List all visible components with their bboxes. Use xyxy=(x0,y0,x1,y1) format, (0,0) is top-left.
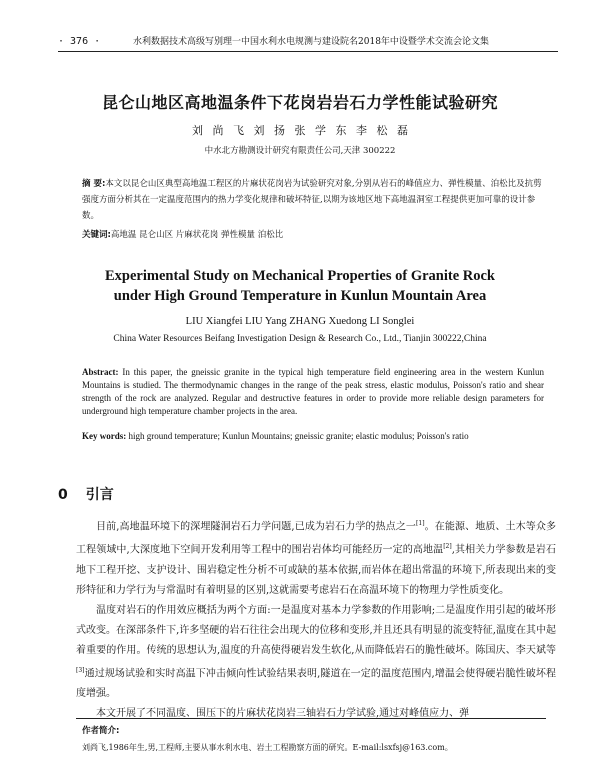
paragraph-3: 本文开展了不同温度、围压下的片麻状花岗岩三轴岩石力学试验,通过对峰值应力、弹 xyxy=(96,707,470,719)
footnote-text: 刘尚飞,1986年生,男,工程师,主要从事水利水电、岩土工程勘察方面的研究。E-mail:lsxfsj@163.com。 xyxy=(82,743,453,752)
chinese-keywords-label: 关键词: xyxy=(82,230,111,240)
running-title: 水利数据技术高级写别理一中国水利水电规测与建设院名2018年中设暨学术交流会论文集 xyxy=(133,37,489,47)
chinese-abstract-text: 本文以昆仑山区典型高地温工程区的片麻状花岗岩为试验研究对象,分别从岩石的峰值应力、弹性模量、泊松比及抗剪强度方面分析其在一定温度范围内的热力学变化规律和破坏特征,以期为该地区地下高地温洞室工程提供更加可靠的设计参数。 xyxy=(82,179,542,221)
english-abstract xyxy=(82,366,544,418)
footnote-divider xyxy=(76,718,546,719)
chinese-keywords-text: 高地温 昆仑山区 片麻状花岗 弹性模量 泊松比 xyxy=(110,230,284,240)
citation-3: [3] xyxy=(76,666,85,674)
running-header xyxy=(58,34,558,50)
english-affiliation: China Water Resources Beifang Investigation Design & Research Co., Ltd., Tianjin 300222,China xyxy=(113,334,487,344)
english-title-line-2: under High Ground Temperature in Kunlun Mountain Area xyxy=(113,288,487,304)
chinese-keywords xyxy=(82,228,544,242)
english-title xyxy=(0,266,600,306)
chinese-title: 昆仑山地区高地温条件下花岗岩岩石力学性能试验研究 xyxy=(101,93,498,112)
paragraph-2: 温度对岩石的作用效应概括为两个方面:一是温度对基本力学参数的作用影响;二是温度作用引起的破坏形式改变。在深部条件下,许多坚硬的岩石往往会出现大的位移和变形,并且还具有明显的流变特征,温度在其中起着重要的作用。传统的思想认为,温度的升高使得硬岩发生软化,从而降低岩石的脆性破坏。陈国庆、李天斌等[3]通过规场试验和实时高温下冲击倾向性试验结果表明,隧道在一定的温度范围内,增温会使得硬岩脆性破坏程度增强。 xyxy=(76,604,556,699)
section-number: 0 xyxy=(58,487,68,503)
chinese-abstract-label: 摘 要: xyxy=(82,179,106,189)
english-title-line-1: Experimental Study on Mechanical Properties of Granite Rock xyxy=(105,268,495,284)
english-keywords xyxy=(82,430,544,443)
citation-2: [2] xyxy=(443,543,452,551)
paragraph-1: 目前,高地温环境下的深埋隧洞岩石力学问题,已成为岩石力学的热点之一[1]。在能源、地质、土木等众多工程领域中,大深度地下空间开发利用等工程中的围岩岩体均可能经历一定的高地温[2],其相关力学参数是岩石地下工程开挖、支护设计、围岩稳定性分析不可或缺的基本依据,而岩体在超出常温的环境下,所表现出来的变形特征和力学行为与常温时有着明显的区别,这就需要考虑岩石在高温环境下的物理力学性质变化。 xyxy=(76,520,556,596)
page-number: · 376 · xyxy=(58,36,101,47)
header-divider xyxy=(58,51,558,52)
body-text xyxy=(76,514,556,724)
section-title: 引言 xyxy=(85,487,114,503)
english-keywords-label: Key words: xyxy=(82,431,127,441)
english-keywords-text: high ground temperature; Kunlun Mountains; gneissic granite; elastic modulus; Poisson's ratio xyxy=(128,431,469,441)
chinese-affiliation: 中水北方勘测设计研究有限责任公司,天津 300222 xyxy=(204,146,396,156)
chinese-authors: 刘 尚 飞 刘 扬 张 学 东 李 松 磊 xyxy=(192,124,408,137)
section-heading xyxy=(58,484,358,504)
english-authors: LIU Xiangfei LIU Yang ZHANG Xuedong LI Songlei xyxy=(185,316,415,327)
chinese-abstract xyxy=(82,176,544,224)
english-abstract-text: In this paper, the gneissic granite in the typical high temperature field engineering area in the western Kunlun Mountains is studied. The thermodynamic changes in the range of the peak stress, elastic modulus, Poisson's ratio and shear strength of the rock are analyzed. Regular and destructive features in order to provide more reliable design parameters for underground high temperature chamber projects in the area. xyxy=(82,367,544,416)
english-abstract-label: Abstract: xyxy=(82,367,119,377)
footnote-label: 作者简介: xyxy=(82,726,120,736)
citation-1: [1] xyxy=(416,520,425,527)
